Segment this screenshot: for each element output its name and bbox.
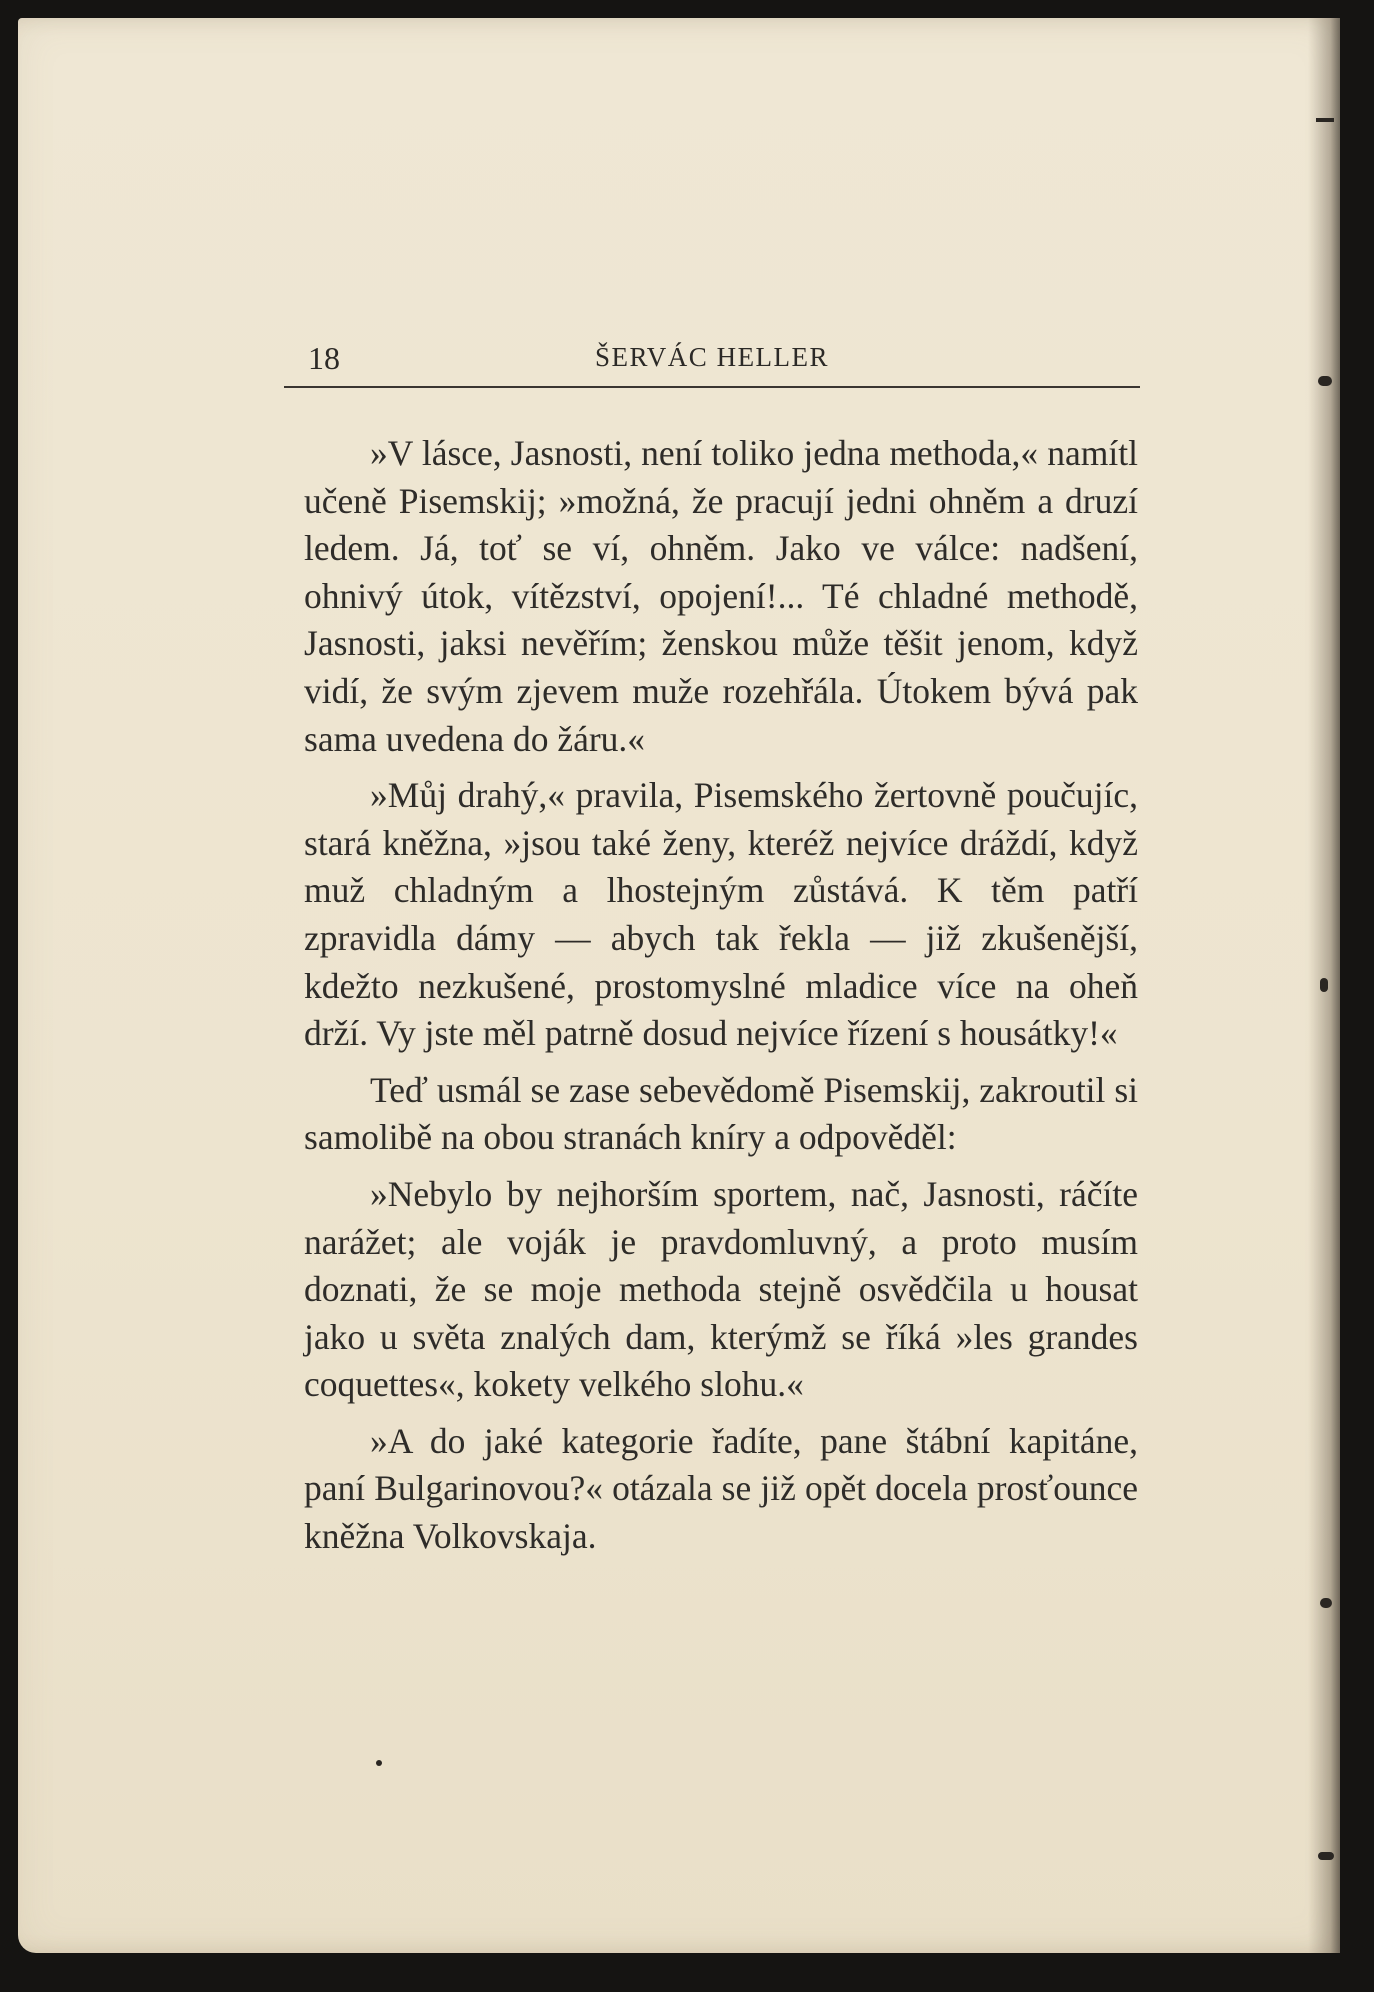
paragraph: »Můj drahý,« pravila, Pisemského žertovně poučujíc, stará kněžna, »jsou také ženy, kteréž nejvíce dráždí, když muž chladným a lhostejným zůstává. K těm patří zpravidla dámy — abych tak řekla — již zkušenější, kdežto nezkušené, prostomyslné mladice více na oheň drží. Vy jste měl patrně dosud nejvíce řízení s housátky!«	[304, 775, 1138, 1054]
edge-mark	[1320, 1598, 1332, 1608]
paragraph: »A do jaké kategorie řadíte, pane štábní kapitáne, paní Bulgarinovou?« otázala se již opět docela prosťounce kněžna Volkovskaja.	[304, 1420, 1138, 1557]
edge-mark	[1316, 118, 1334, 122]
ink-speck	[376, 1760, 382, 1766]
paragraph: »Nebylo by nejhorším sportem, nač, Jasnosti, ráčíte narážet; ale voják je pravdomluvný, a proto musím doznati, že se moje methoda stejně osvědčila u housat jako u světa znalých dam, kterýmž se říká »les grandes coquettes«, kokety velkého slohu.«	[304, 1173, 1138, 1405]
running-head: ŠERVÁC HELLER	[594, 342, 830, 372]
page-number: 18	[308, 340, 340, 376]
paragraph: »V lásce, Jasnosti, není toliko jedna methoda,« namítl učeně Pisemskij; »možná, že pracují jedni ohněm a druzí ledem. Já, toť se ví, ohněm. Jako ve válce: nadšení, ohnivý útok, vítězství, opojení!... Té chladné methodě, Jasnosti, jaksi nevěřím; ženskou může těšit jenom, když vidí, že svým zjevem muže rozehřála. Útokem bývá pak sama uvedena do žáru.«	[304, 433, 1138, 759]
page-header	[284, 340, 1140, 388]
edge-mark	[1318, 376, 1332, 386]
book-page	[18, 18, 1340, 1953]
edge-mark	[1320, 978, 1328, 992]
paragraph: Teď usmál se zase sebevědomě Pisemskij, zakroutil si samolibě na obou stranách knírу a odpověděl:	[304, 1069, 1138, 1158]
edge-mark	[1318, 1852, 1334, 1860]
body-text	[304, 430, 1138, 1561]
